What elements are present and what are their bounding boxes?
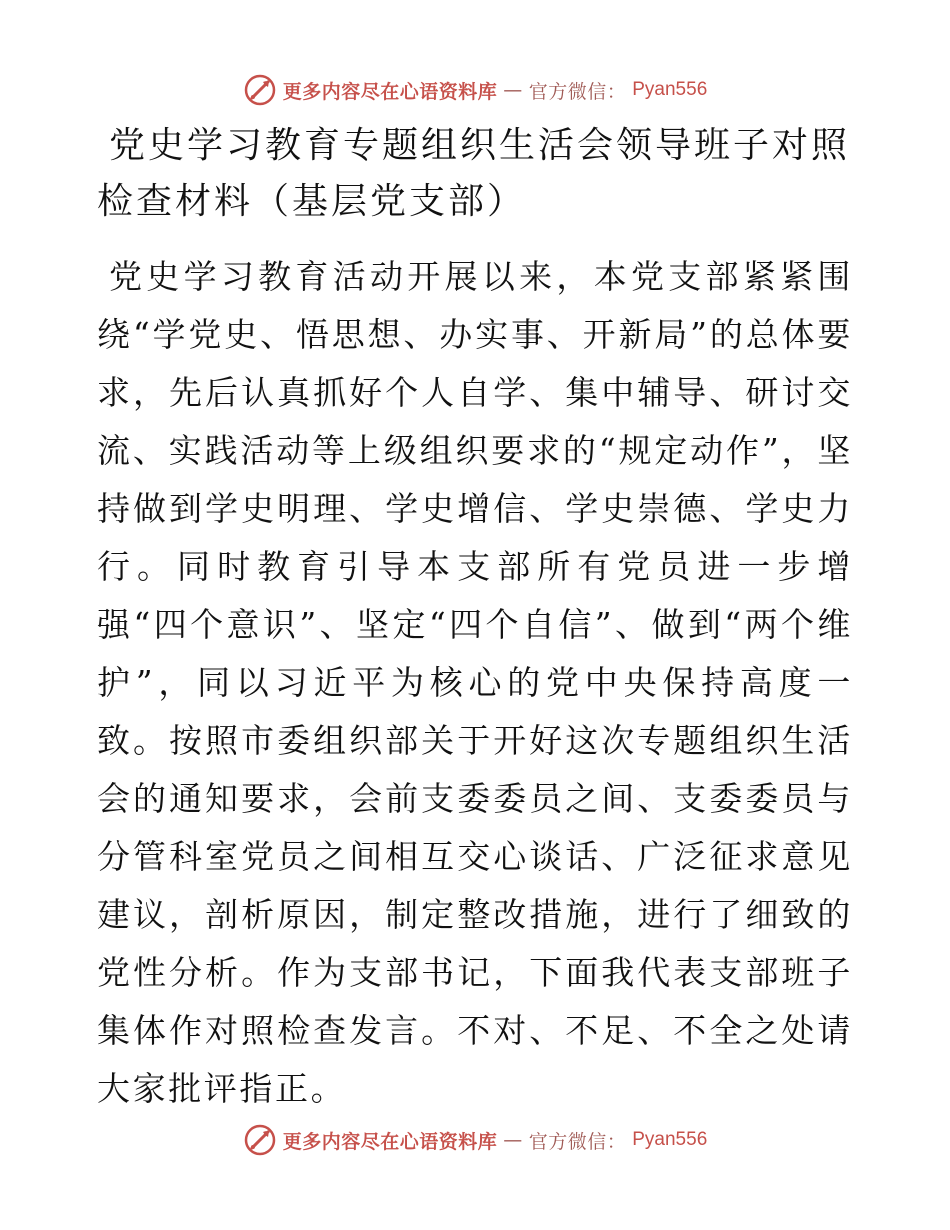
header-brand-text: 更多内容尽在心语资料库 [282,80,498,103]
document-title: 党史学习教育专题组织生活会领导班子对照检查材料（基层党支部） [97,125,851,222]
footer-wechat-id: Pyan556 [632,1129,708,1150]
footer-wechat-label: 官方微信： [528,1130,627,1153]
document-body-paragraph: 党史学习教育活动开展以来，本党支部紧紧围绕“学党史、悟思想、办实事、开新局”的总体要求，先后认真抓好个人自学、集中辅导、研讨交流、实践活动等上级组织要求的“规定动作”，坚持做到学史明理、学史增信、学史崇德、学史力行。同时教育引导本支部所有党员进一步增强“四个意识”、坚定“四个自信”、做到“两个维护”，同以习近平为核心的党中央保持高度一致。按照市委组织部关于开好这次专题组织生活会的通知要求，会前支委委员之间、支委委员与分管科室党员之间相互交心谈话、广泛征求意见建议，剖析原因，制定整改措施，进行了细致的党性分析。作为支部书记，下面我代表支部班子集体作对照检查发言。不对、不足、不全之处请大家批评指正。 [97,257,853,1108]
header-wechat-id: Pyan556 [632,79,708,100]
quill-logo-icon [243,73,277,107]
page-header [0,70,950,110]
footer-brand-text: 更多内容尽在心语资料库 [282,1130,498,1153]
page-footer [0,1120,950,1160]
footer-dash: — [503,1129,523,1151]
quill-logo-icon [243,1123,277,1157]
header-wechat-label: 官方微信： [528,80,627,103]
header-dash: — [503,79,523,101]
